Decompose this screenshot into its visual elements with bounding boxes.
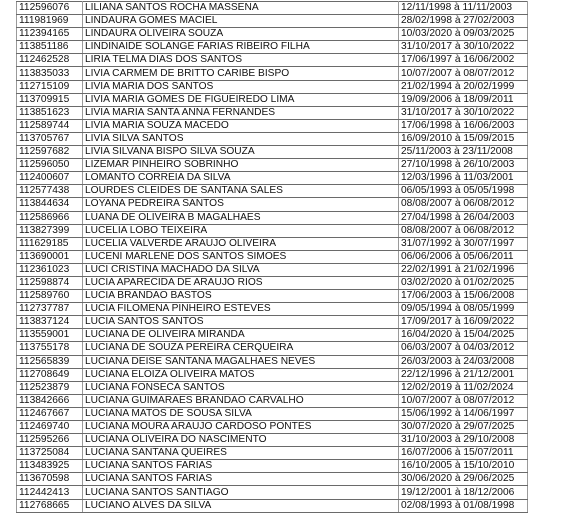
table-edge-cell bbox=[528, 434, 541, 447]
name-cell: LUCELIA VALVERDE ARAUJO OLIVEIRA bbox=[83, 237, 399, 250]
table-row bbox=[17, 159, 541, 172]
name-cell: LUCIA FILOMENA PINHEIRO ESTEVES bbox=[83, 303, 399, 316]
name-cell: LUANA DE OLIVEIRA B MAGALHAES bbox=[83, 211, 399, 224]
registration-id-cell: 113690001 bbox=[17, 250, 83, 263]
table-row bbox=[17, 54, 541, 67]
name-cell: LINDAURA GOMES MACIEL bbox=[83, 15, 399, 28]
table-row bbox=[17, 41, 541, 54]
table-edge-cell bbox=[528, 499, 541, 512]
table-edge-cell bbox=[528, 54, 541, 67]
period-cell: 10/07/2007 à 08/07/2012 bbox=[399, 394, 528, 407]
table-row bbox=[17, 303, 541, 316]
period-cell: 06/05/1993 à 05/05/1998 bbox=[399, 185, 528, 198]
table-row bbox=[17, 224, 541, 237]
table-row bbox=[17, 237, 541, 250]
name-cell: LUCI CRISTINA MACHADO DA SILVA bbox=[83, 263, 399, 276]
table-row bbox=[17, 2, 541, 15]
table-edge-cell bbox=[528, 263, 541, 276]
period-cell: 03/02/2020 à 01/02/2025 bbox=[399, 276, 528, 289]
registration-id-cell: 112597682 bbox=[17, 146, 83, 159]
table-edge-cell bbox=[528, 172, 541, 185]
table-edge-cell bbox=[528, 460, 541, 473]
period-cell: 06/03/2007 à 04/03/2012 bbox=[399, 342, 528, 355]
registration-id-cell: 113844634 bbox=[17, 198, 83, 211]
table-edge-cell bbox=[528, 146, 541, 159]
registration-id-cell: 112467667 bbox=[17, 407, 83, 420]
registration-id-cell: 112596050 bbox=[17, 159, 83, 172]
period-cell: 19/12/2001 à 18/12/2006 bbox=[399, 486, 528, 499]
name-cell: LIVIA CARMEM DE BRITTO CARIBE BISPO bbox=[83, 67, 399, 80]
table-edge-cell bbox=[528, 198, 541, 211]
registration-id-cell: 111629185 bbox=[17, 237, 83, 250]
name-cell: LUCIANA OLIVEIRA DO NASCIMENTO bbox=[83, 434, 399, 447]
table-edge-cell bbox=[528, 407, 541, 420]
table-row bbox=[17, 263, 541, 276]
table-row bbox=[17, 67, 541, 80]
table-edge-cell bbox=[528, 185, 541, 198]
table-row bbox=[17, 290, 541, 303]
table-row bbox=[17, 28, 541, 41]
period-cell: 28/02/1998 à 27/02/2003 bbox=[399, 15, 528, 28]
name-cell: LUCIANA SANTANA QUEIRES bbox=[83, 447, 399, 460]
table-edge-cell bbox=[528, 28, 541, 41]
roster-table bbox=[16, 1, 540, 513]
table-edge-cell bbox=[528, 119, 541, 132]
name-cell: LOMANTO CORREIA DA SILVA bbox=[83, 172, 399, 185]
name-cell: LOYANA PEDREIRA SANTOS bbox=[83, 198, 399, 211]
table-row bbox=[17, 211, 541, 224]
period-cell: 17/09/2017 à 16/09/2022 bbox=[399, 316, 528, 329]
table-row bbox=[17, 381, 541, 394]
roster-sheet bbox=[16, 1, 528, 513]
registration-id-cell: 112400607 bbox=[17, 172, 83, 185]
table-row bbox=[17, 473, 541, 486]
table-edge-cell bbox=[528, 303, 541, 316]
table-row bbox=[17, 421, 541, 434]
registration-id-cell: 113670598 bbox=[17, 473, 83, 486]
roster-table-body bbox=[17, 2, 541, 513]
table-edge-cell bbox=[528, 250, 541, 263]
period-cell: 12/02/2019 à 11/02/2024 bbox=[399, 381, 528, 394]
table-edge-cell bbox=[528, 421, 541, 434]
registration-id-cell: 112565839 bbox=[17, 355, 83, 368]
period-cell: 10/03/2020 à 09/03/2025 bbox=[399, 28, 528, 41]
table-edge-cell bbox=[528, 237, 541, 250]
table-edge-cell bbox=[528, 342, 541, 355]
table-edge-cell bbox=[528, 132, 541, 145]
name-cell: LIVIA MARIA SANTA ANNA FERNANDES bbox=[83, 106, 399, 119]
table-edge-cell bbox=[528, 276, 541, 289]
registration-id-cell: 113709915 bbox=[17, 93, 83, 106]
registration-id-cell: 111981969 bbox=[17, 15, 83, 28]
registration-id-cell: 113837124 bbox=[17, 316, 83, 329]
period-cell: 31/10/2003 à 29/10/2008 bbox=[399, 434, 528, 447]
table-edge-cell bbox=[528, 316, 541, 329]
registration-id-cell: 113835033 bbox=[17, 67, 83, 80]
name-cell: LUCELIA LOBO TEIXEIRA bbox=[83, 224, 399, 237]
table-row bbox=[17, 407, 541, 420]
registration-id-cell: 113755178 bbox=[17, 342, 83, 355]
period-cell: 17/06/2003 à 15/06/2008 bbox=[399, 290, 528, 303]
period-cell: 27/10/1998 à 26/10/2003 bbox=[399, 159, 528, 172]
table-row bbox=[17, 132, 541, 145]
table-row bbox=[17, 146, 541, 159]
registration-id-cell: 113705767 bbox=[17, 132, 83, 145]
registration-id-cell: 113842666 bbox=[17, 394, 83, 407]
registration-id-cell: 112596076 bbox=[17, 2, 83, 15]
name-cell: LIVIA SILVA SANTOS bbox=[83, 132, 399, 145]
name-cell: LUCIANA SANTOS SANTIAGO bbox=[83, 486, 399, 499]
table-edge-cell bbox=[528, 159, 541, 172]
name-cell: LIVIA MARIA DOS SANTOS bbox=[83, 80, 399, 93]
registration-id-cell: 112598874 bbox=[17, 276, 83, 289]
name-cell: LILIANA SANTOS ROCHA MASSENA bbox=[83, 2, 399, 15]
name-cell: LINDAURA OLIVEIRA SOUZA bbox=[83, 28, 399, 41]
table-edge-cell bbox=[528, 93, 541, 106]
name-cell: LUCIANA DE OLIVEIRA MIRANDA bbox=[83, 329, 399, 342]
period-cell: 21/02/1994 à 20/02/1999 bbox=[399, 80, 528, 93]
name-cell: LUCIA SANTOS SANTOS bbox=[83, 316, 399, 329]
period-cell: 16/07/2006 à 15/07/2011 bbox=[399, 447, 528, 460]
table-row bbox=[17, 80, 541, 93]
table-row bbox=[17, 342, 541, 355]
name-cell: LUCIANA DEISE SANTANA MAGALHAES NEVES bbox=[83, 355, 399, 368]
name-cell: LUCIANA SANTOS FARIAS bbox=[83, 460, 399, 473]
registration-id-cell: 113851186 bbox=[17, 41, 83, 54]
registration-id-cell: 112737787 bbox=[17, 303, 83, 316]
period-cell: 22/02/1991 à 21/02/1996 bbox=[399, 263, 528, 276]
table-row bbox=[17, 198, 541, 211]
table-row bbox=[17, 185, 541, 198]
registration-id-cell: 112462528 bbox=[17, 54, 83, 67]
name-cell: LUCIANA FONSECA SANTOS bbox=[83, 381, 399, 394]
period-cell: 30/06/2020 à 29/06/2025 bbox=[399, 473, 528, 486]
period-cell: 31/07/1992 à 30/07/1997 bbox=[399, 237, 528, 250]
name-cell: LUCIANA SANTOS FARIAS bbox=[83, 473, 399, 486]
name-cell: LOURDES CLEIDES DE SANTANA SALES bbox=[83, 185, 399, 198]
registration-id-cell: 113725084 bbox=[17, 447, 83, 460]
table-row bbox=[17, 460, 541, 473]
name-cell: LIVIA SILVANA BISPO SILVA SOUZA bbox=[83, 146, 399, 159]
registration-id-cell: 112469740 bbox=[17, 421, 83, 434]
registration-id-cell: 112586966 bbox=[17, 211, 83, 224]
table-row bbox=[17, 499, 541, 512]
table-row bbox=[17, 119, 541, 132]
table-row bbox=[17, 394, 541, 407]
table-row bbox=[17, 276, 541, 289]
registration-id-cell: 112708649 bbox=[17, 368, 83, 381]
name-cell: LINDINAIDE SOLANGE FARIAS RIBEIRO FILHA bbox=[83, 41, 399, 54]
table-edge-cell bbox=[528, 447, 541, 460]
name-cell: LUCIA BRANDAO BASTOS bbox=[83, 290, 399, 303]
registration-id-cell: 112442413 bbox=[17, 486, 83, 499]
name-cell: LUCIANA GUIMARAES BRANDAO CARVALHO bbox=[83, 394, 399, 407]
registration-id-cell: 113483925 bbox=[17, 460, 83, 473]
registration-id-cell: 112715109 bbox=[17, 80, 83, 93]
registration-id-cell: 113559001 bbox=[17, 329, 83, 342]
table-row bbox=[17, 15, 541, 28]
name-cell: LIRIA TELMA DIAS DOS SANTOS bbox=[83, 54, 399, 67]
table-row bbox=[17, 316, 541, 329]
table-edge-cell bbox=[528, 211, 541, 224]
table-edge-cell bbox=[528, 355, 541, 368]
period-cell: 08/08/2007 à 06/08/2012 bbox=[399, 224, 528, 237]
registration-id-cell: 113827399 bbox=[17, 224, 83, 237]
period-cell: 06/06/2006 à 05/06/2011 bbox=[399, 250, 528, 263]
table-edge-cell bbox=[528, 41, 541, 54]
table-edge-cell bbox=[528, 106, 541, 119]
period-cell: 08/08/2007 à 06/08/2012 bbox=[399, 198, 528, 211]
table-edge-cell bbox=[528, 2, 541, 15]
registration-id-cell: 113851623 bbox=[17, 106, 83, 119]
name-cell: LUCIANO ALVES DA SILVA bbox=[83, 499, 399, 512]
period-cell: 22/12/1996 à 21/12/2001 bbox=[399, 368, 528, 381]
table-edge-cell bbox=[528, 394, 541, 407]
table-edge-cell bbox=[528, 381, 541, 394]
period-cell: 16/10/2005 à 15/10/2010 bbox=[399, 460, 528, 473]
table-row bbox=[17, 172, 541, 185]
period-cell: 19/09/2006 à 18/09/2011 bbox=[399, 93, 528, 106]
table-row bbox=[17, 329, 541, 342]
table-edge-cell bbox=[528, 473, 541, 486]
registration-id-cell: 112523879 bbox=[17, 381, 83, 394]
name-cell: LUCIANA ELOIZA OLIVEIRA MATOS bbox=[83, 368, 399, 381]
period-cell: 10/07/2007 à 08/07/2012 bbox=[399, 67, 528, 80]
table-edge-cell bbox=[528, 486, 541, 499]
period-cell: 12/03/1996 à 11/03/2001 bbox=[399, 172, 528, 185]
registration-id-cell: 112577438 bbox=[17, 185, 83, 198]
period-cell: 25/11/2003 à 23/11/2008 bbox=[399, 146, 528, 159]
name-cell: LIVIA MARIA SOUZA MACEDO bbox=[83, 119, 399, 132]
table-row bbox=[17, 368, 541, 381]
period-cell: 17/06/1998 à 16/06/2003 bbox=[399, 119, 528, 132]
registration-id-cell: 112394165 bbox=[17, 28, 83, 41]
table-row bbox=[17, 355, 541, 368]
name-cell: LUCIANA MATOS DE SOUSA SILVA bbox=[83, 407, 399, 420]
table-edge-cell bbox=[528, 80, 541, 93]
table-edge-cell bbox=[528, 290, 541, 303]
name-cell: LUCIANA DE SOUZA PEREIRA CERQUEIRA bbox=[83, 342, 399, 355]
name-cell: LUCIA APARECIDA DE ARAUJO RIOS bbox=[83, 276, 399, 289]
registration-id-cell: 112595266 bbox=[17, 434, 83, 447]
table-edge-cell bbox=[528, 329, 541, 342]
period-cell: 02/08/1993 à 01/08/1998 bbox=[399, 499, 528, 512]
registration-id-cell: 112768665 bbox=[17, 499, 83, 512]
table-edge-cell bbox=[528, 224, 541, 237]
period-cell: 31/10/2017 à 30/10/2022 bbox=[399, 41, 528, 54]
period-cell: 12/11/1998 à 11/11/2003 bbox=[399, 2, 528, 15]
period-cell: 31/10/2017 à 30/10/2022 bbox=[399, 106, 528, 119]
registration-id-cell: 112589744 bbox=[17, 119, 83, 132]
table-row bbox=[17, 106, 541, 119]
period-cell: 15/06/1992 à 14/06/1997 bbox=[399, 407, 528, 420]
period-cell: 16/09/2010 à 15/09/2015 bbox=[399, 132, 528, 145]
period-cell: 27/04/1998 à 26/04/2003 bbox=[399, 211, 528, 224]
registration-id-cell: 112589760 bbox=[17, 290, 83, 303]
table-row bbox=[17, 434, 541, 447]
period-cell: 26/03/2003 à 24/03/2008 bbox=[399, 355, 528, 368]
period-cell: 16/04/2020 à 15/04/2025 bbox=[399, 329, 528, 342]
period-cell: 17/06/1997 à 16/06/2002 bbox=[399, 54, 528, 67]
name-cell: LIVIA MARIA GOMES DE FIGUEIREDO LIMA bbox=[83, 93, 399, 106]
table-edge-cell bbox=[528, 67, 541, 80]
name-cell: LIZEMAR PINHEIRO SOBRINHO bbox=[83, 159, 399, 172]
name-cell: LUCIANA MOURA ARAUJO CARDOSO PONTES bbox=[83, 421, 399, 434]
name-cell: LUCENI MARLENE DOS SANTOS SIMOES bbox=[83, 250, 399, 263]
period-cell: 09/05/1994 à 08/05/1999 bbox=[399, 303, 528, 316]
table-row bbox=[17, 93, 541, 106]
table-edge-cell bbox=[528, 368, 541, 381]
table-row bbox=[17, 447, 541, 460]
registration-id-cell: 112361023 bbox=[17, 263, 83, 276]
period-cell: 30/07/2020 à 29/07/2025 bbox=[399, 421, 528, 434]
table-row bbox=[17, 486, 541, 499]
table-edge-cell bbox=[528, 15, 541, 28]
table-row bbox=[17, 250, 541, 263]
